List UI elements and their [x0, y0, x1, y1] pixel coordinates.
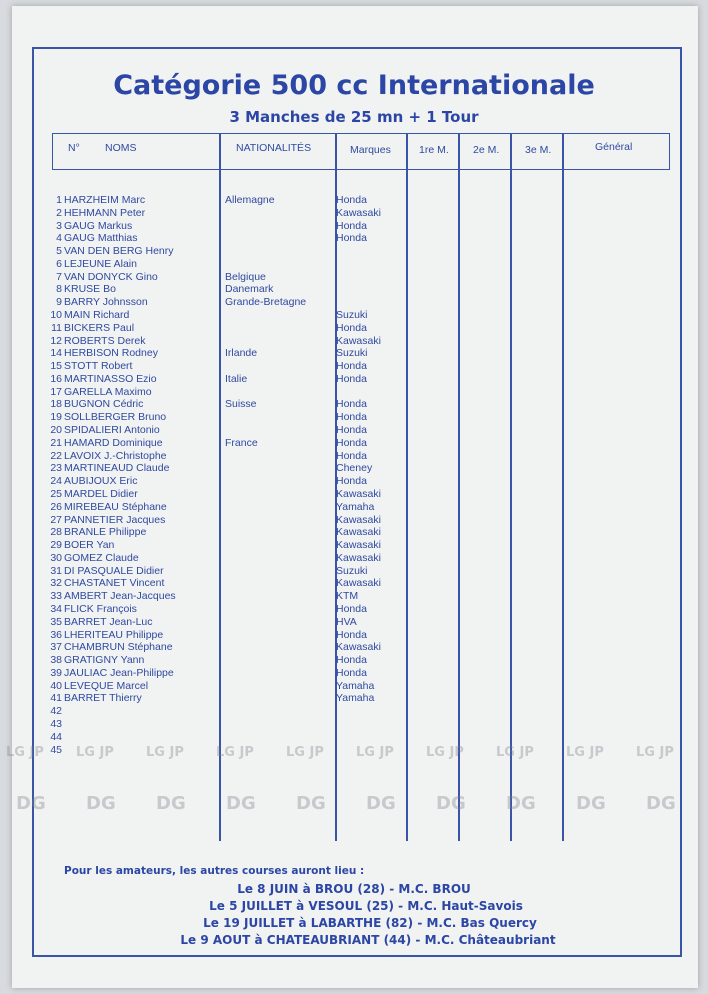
rider-brand: Yamaha [336, 692, 375, 705]
rider-number: 38 [50, 654, 62, 667]
rider-number: 8 [56, 283, 62, 296]
watermark-logo: LG JP [286, 745, 324, 760]
rider-nationality: Allemagne [225, 194, 275, 206]
watermark-text: DG [226, 793, 256, 814]
table-row [40, 628, 367, 642]
rider-name: VAN DEN BERG Henry [64, 245, 174, 258]
rider-nationality: Danemark [225, 283, 274, 296]
rider-brand: Kawasaki [336, 487, 381, 500]
rider-name: GRATIGNY Yann [64, 654, 145, 667]
rider-number: 3 [56, 219, 62, 232]
rider-number: 16 [50, 372, 62, 385]
table-row [40, 551, 381, 565]
table-row [40, 309, 368, 322]
rider-brand: Honda [336, 436, 367, 449]
rider-brand: Kawasaki [336, 206, 381, 219]
rider-brand: Suzuki [336, 309, 368, 322]
table-row [40, 206, 381, 220]
rider-number: 21 [50, 436, 62, 449]
rider-name: MIREBEAU Stéphane [64, 500, 167, 513]
col-header-m1: 1re M. [419, 144, 449, 156]
rider-brand: Kawasaki [336, 526, 381, 539]
footer-intro: Pour les amateurs, les autres courses auront lieu : [64, 865, 365, 877]
table-row [40, 449, 367, 463]
rider-name: CHAMBRUN Stéphane [64, 641, 173, 654]
watermark-logo: LG JP [216, 745, 254, 760]
watermark-logo: LG JP [496, 745, 534, 760]
rider-name: SOLLBERGER Bruno [64, 411, 167, 424]
rider-number: 45 [50, 743, 62, 756]
rider-number: 11 [51, 321, 62, 334]
table-row [40, 564, 368, 578]
rider-number: 19 [50, 411, 62, 424]
rider-brand: KTM [336, 590, 359, 603]
rider-number: 40 [50, 679, 62, 692]
table-row [40, 372, 367, 386]
page-title: Catégorie 500 cc Internationale [113, 70, 595, 101]
table-row [40, 539, 381, 552]
watermark-text: DG [506, 793, 536, 814]
rider-name: BARRET Jean-Luc [64, 615, 153, 628]
watermark-text: DG [16, 793, 46, 814]
watermark-logo: LG JP [6, 745, 44, 760]
rider-number: 7 [56, 270, 62, 283]
rider-number: 12 [50, 334, 62, 347]
table-row [40, 271, 360, 284]
rider-nationality: Suisse [225, 398, 257, 411]
rider-name: MARDEL Didier [64, 487, 138, 500]
watermark-logo: LG JP [76, 745, 114, 760]
table-row [40, 602, 367, 616]
race-date-line: Le 19 JUILLET à LABARTHE (82) - M.C. Bas Quercy [203, 916, 537, 930]
table-row [40, 731, 360, 744]
table-row [40, 219, 367, 233]
table-row [40, 641, 381, 654]
rider-name: AUBIJOUX Eric [64, 475, 138, 488]
rider-number: 24 [50, 475, 62, 488]
column-rule [510, 133, 512, 841]
page-subtitle: 3 Manches de 25 mn + 1 Tour [229, 108, 479, 126]
rider-number: 9 [56, 296, 62, 309]
rider-nationality: Grande-Bretagne [225, 296, 307, 309]
table-row [40, 258, 360, 271]
rider-number: 34 [50, 602, 62, 615]
table-row [40, 411, 367, 424]
rider-brand: Honda [336, 219, 367, 232]
rider-name: SPIDALIERI Antonio [64, 424, 160, 437]
table-row [40, 194, 367, 207]
rider-name: CHASTANET Vincent [64, 577, 165, 590]
rider-number: 32 [50, 577, 62, 590]
table-row [40, 232, 367, 245]
column-rule [562, 133, 564, 841]
rider-brand: Suzuki [336, 347, 368, 360]
rider-number: 1 [56, 194, 62, 206]
table-row [40, 424, 367, 437]
rider-brand: Honda [336, 654, 367, 667]
rider-name: GOMEZ Claude [64, 551, 139, 564]
rider-name: LAVOIX J.-Christophe [64, 449, 167, 462]
watermark-text: DG [296, 793, 326, 814]
rider-name: BRANLE Philippe [64, 526, 147, 539]
rider-number: 18 [50, 398, 62, 411]
rider-brand: Honda [336, 424, 367, 437]
rider-brand: Honda [336, 194, 367, 206]
rider-brand: Honda [336, 449, 367, 462]
table-row [40, 590, 360, 603]
rider-name: GAUG Matthias [64, 232, 138, 245]
rider-number: 35 [50, 615, 62, 628]
table-row [40, 705, 360, 718]
rider-name: AMBERT Jean-Jacques [64, 590, 176, 603]
watermark-logo: LG JP [146, 745, 184, 760]
watermark-text: DG [436, 793, 466, 814]
rider-nationality: France [225, 436, 258, 449]
table-row [40, 245, 360, 258]
rider-name: LEJEUNE Alain [64, 257, 137, 270]
table-row [40, 526, 381, 539]
rider-number: 5 [56, 245, 62, 258]
rider-number: 42 [50, 705, 62, 718]
table-row [40, 296, 360, 309]
table-row [40, 321, 367, 335]
table-row [40, 616, 360, 629]
rider-name: VAN DONYCK Gino [64, 270, 158, 283]
rider-brand: Honda [336, 398, 367, 411]
rider-name: KRUSE Bo [64, 283, 116, 296]
watermark-logo: LG JP [636, 745, 674, 760]
rider-name: DI PASQUALE Didier [64, 564, 164, 577]
rider-name: BUGNON Cédric [64, 398, 144, 411]
rider-brand: Yamaha [336, 500, 375, 513]
rider-brand: HVA [336, 615, 357, 628]
watermark-text: DG [156, 793, 186, 814]
rider-name: LHERITEAU Philippe [64, 628, 164, 641]
rider-name: LEVEQUE Marcel [64, 679, 149, 692]
watermark-text: DG [366, 793, 396, 814]
rider-name: GAUG Markus [64, 219, 133, 232]
rider-brand: Kawasaki [336, 577, 381, 590]
table-row [40, 718, 360, 731]
rider-number: 15 [50, 360, 62, 373]
rider-nationality: Irlande [225, 347, 258, 360]
rider-number: 44 [50, 730, 62, 743]
table-row [40, 654, 367, 667]
rider-number: 29 [50, 539, 62, 552]
rider-nationality: Italie [225, 372, 248, 385]
column-rule [458, 133, 460, 841]
rider-brand: Honda [336, 666, 367, 679]
rider-name: HERBISON Rodney [64, 347, 158, 360]
rider-name: BARRY Johnsson [64, 296, 148, 309]
rider-name: HEHMANN Peter [64, 206, 146, 219]
watermark-logo: LG JP [426, 745, 464, 760]
col-header-m3: 3e M. [525, 144, 552, 156]
rider-number: 23 [50, 462, 62, 475]
rider-brand: Kawasaki [336, 551, 381, 564]
rider-brand: Suzuki [336, 564, 368, 577]
table-row [40, 692, 375, 705]
table-row [40, 347, 368, 360]
rider-brand: Honda [336, 372, 367, 385]
rider-number: 36 [50, 628, 62, 641]
rider-brand: Honda [336, 628, 367, 641]
rider-brand: Yamaha [336, 679, 375, 692]
rider-number: 22 [50, 449, 62, 462]
rider-number: 28 [50, 526, 62, 539]
table-row [40, 436, 367, 450]
table-row [40, 577, 381, 590]
table-row [40, 398, 367, 411]
rider-name: HAMARD Dominique [64, 436, 163, 449]
rider-name: BICKERS Paul [64, 321, 135, 334]
rider-name: MAIN Richard [64, 309, 130, 322]
col-header-general: Général [595, 141, 633, 153]
rider-brand: Honda [336, 602, 367, 615]
rider-brand: Honda [336, 321, 367, 334]
rider-number: 17 [50, 385, 62, 398]
rider-name: JAULIAC Jean-Philippe [64, 666, 174, 679]
column-rule [406, 133, 408, 841]
table-row [40, 513, 381, 527]
rider-brand: Cheney [336, 462, 373, 475]
col-header-m2: 2e M. [473, 144, 500, 156]
table-row [40, 666, 367, 680]
rider-brand: Honda [336, 232, 367, 245]
table-row [40, 475, 367, 488]
rider-number: 2 [56, 206, 62, 219]
rider-name: PANNETIER Jacques [64, 513, 166, 526]
col-header-noms: NOMS [105, 142, 137, 154]
rider-name: MARTINEAUD Claude [64, 462, 170, 475]
rider-number: 27 [50, 513, 62, 526]
rider-name: ROBERTS Derek [64, 334, 146, 347]
watermark-text: DG [646, 793, 676, 814]
race-date-line: Le 5 JUILLET à VESOUL (25) - M.C. Haut-Savois [209, 899, 523, 913]
table-row [40, 487, 381, 501]
rider-number: 33 [50, 590, 62, 603]
table-row [40, 283, 360, 296]
rider-number: 30 [50, 551, 62, 564]
table-row [40, 360, 367, 373]
race-date-line: Le 8 JUIN à BROU (28) - M.C. BROU [237, 882, 471, 896]
rider-brand: Kawasaki [336, 539, 381, 552]
table-row [40, 679, 375, 693]
rider-name: BOER Yan [64, 539, 115, 552]
watermark-logo: LG JP [356, 745, 394, 760]
rider-number: 20 [50, 424, 62, 437]
rider-brand: Honda [336, 411, 367, 424]
rider-number: 6 [56, 257, 62, 270]
table-row [40, 462, 373, 475]
rider-number: 43 [50, 717, 62, 730]
rider-name: GARELLA Maximo [64, 385, 152, 398]
rider-name: STOTT Robert [64, 360, 133, 373]
col-header-nationalites: NATIONALITÉS [236, 142, 312, 154]
rider-number: 26 [50, 500, 62, 513]
table-row [40, 500, 375, 514]
rider-number: 39 [50, 666, 62, 679]
rider-name: MARTINASSO Ezio [64, 372, 157, 385]
watermark-logo: LG JP [566, 745, 604, 760]
col-header-no: N° [68, 142, 80, 154]
rider-brand: Honda [336, 360, 367, 373]
rider-number: 37 [50, 641, 62, 654]
rider-number: 25 [50, 487, 62, 500]
table-row [40, 386, 360, 399]
rider-number: 31 [50, 564, 62, 577]
rider-brand: Kawasaki [336, 513, 381, 526]
rider-number: 41 [50, 692, 62, 705]
watermark-text: DG [576, 793, 606, 814]
watermark-text: DG [86, 793, 116, 814]
rider-brand: Kawasaki [336, 334, 381, 347]
rider-name: FLICK François [64, 602, 137, 615]
rider-brand: Kawasaki [336, 641, 381, 654]
race-date-line: Le 9 AOUT à CHATEAUBRIANT (44) - M.C. Châteaubriant [180, 933, 556, 947]
rider-number: 10 [50, 309, 62, 322]
table-row [40, 334, 381, 348]
rider-brand: Honda [336, 475, 367, 488]
table-header [52, 133, 670, 170]
rider-name: HARZHEIM Marc [64, 194, 146, 206]
rider-nationality: Belgique [225, 270, 266, 283]
rider-name: BARRET Thierry [64, 692, 142, 705]
col-header-marques: Marques [350, 144, 391, 156]
rider-number: 14 [50, 347, 62, 360]
rider-number: 4 [56, 232, 62, 245]
